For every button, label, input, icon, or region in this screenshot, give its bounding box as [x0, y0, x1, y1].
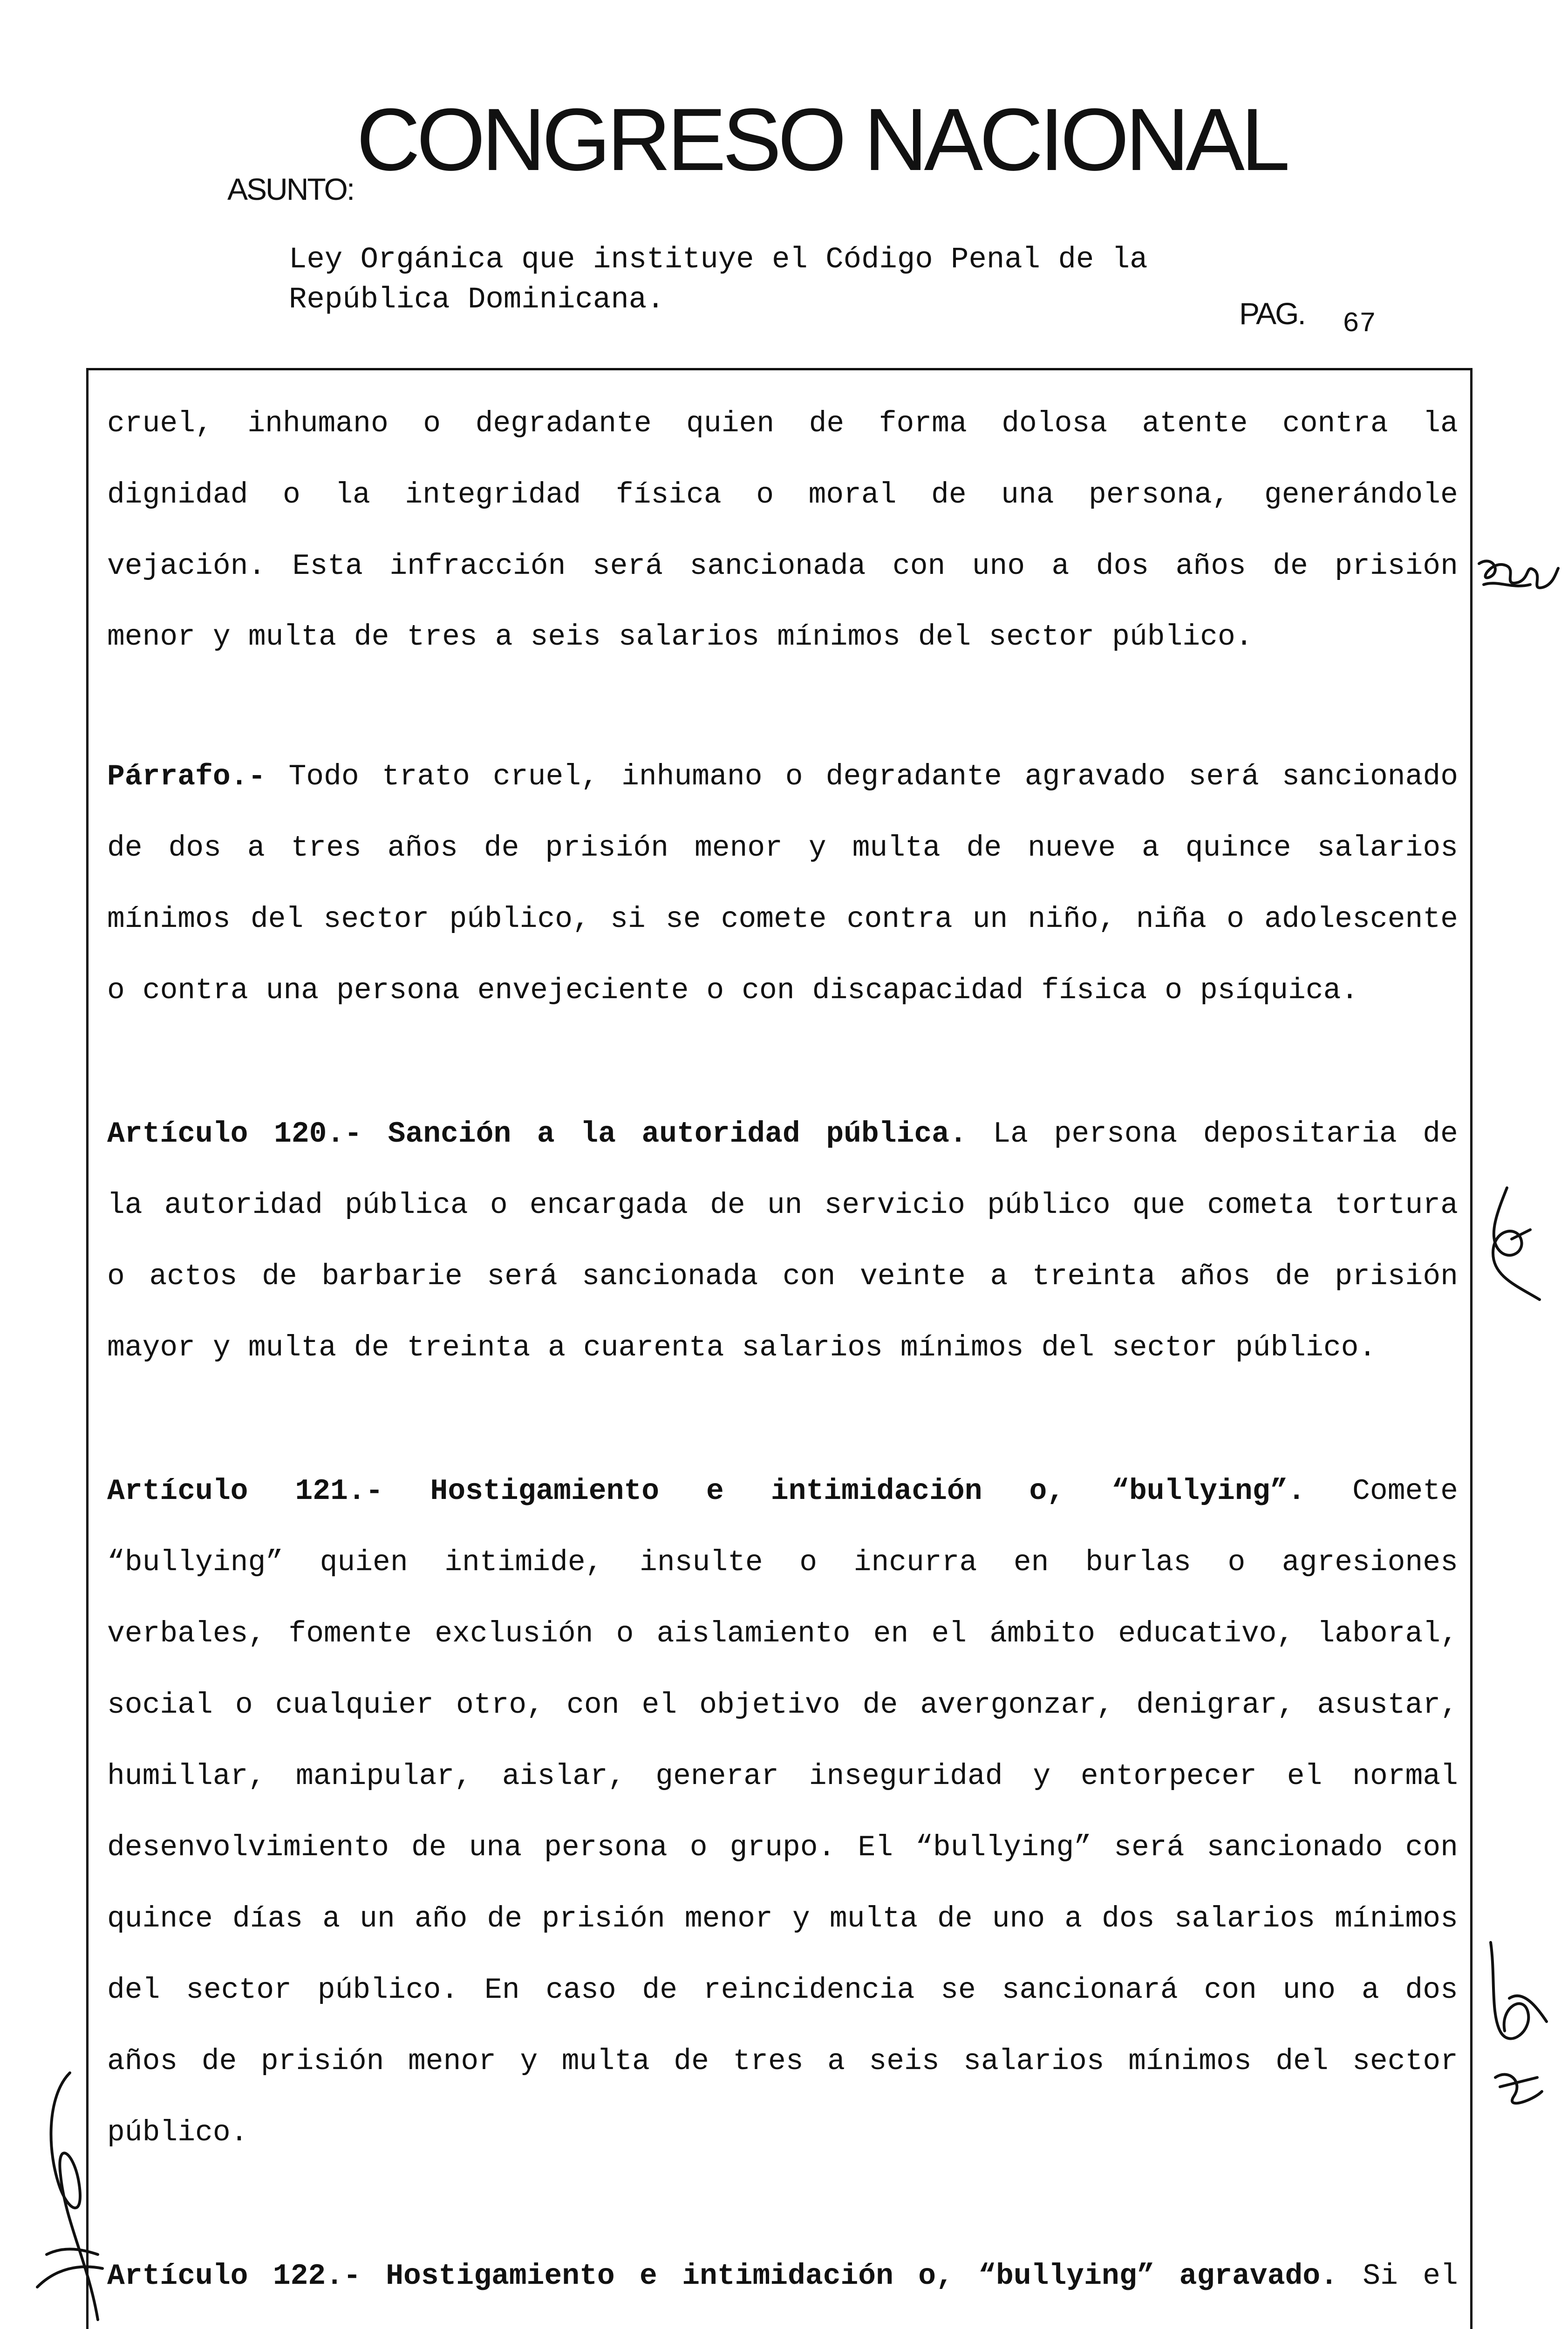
signature-left [28, 2068, 121, 2329]
page-label: PAG. [1239, 296, 1305, 331]
subject-line: Ley Orgánica que instituye el Código Penal de la [289, 243, 1148, 277]
text-line: de dos a tres años de prisión menor y multa de nueve a quince salarios [107, 831, 1458, 865]
header-title: CONGRESO NACIONAL [356, 90, 1287, 189]
text-line: la autoridad pública o encargada de un servicio público que cometa tortura [107, 1189, 1458, 1222]
text-line: o contra una persona envejeciente o con discapacidad física o psíquica. [107, 974, 1359, 1007]
text-line: Artículo 121.- Hostigamiento e intimidación o, “bullying”. Comete [107, 1475, 1458, 1508]
asunto-label: ASUNTO: [227, 172, 354, 206]
subject [289, 240, 1148, 320]
text-line: público. [107, 2116, 248, 2149]
text-line: Artículo 120.- Sanción a la autoridad pública. La persona depositaria de [107, 1117, 1458, 1151]
text-line: quince días a un año de prisión menor y multa de uno a dos salarios mínimos [107, 1902, 1458, 1935]
initials-mark-1 [1474, 545, 1563, 601]
text-line [107, 2327, 1458, 2329]
page-number: 67 [1343, 308, 1377, 340]
text-line: o actos de barbarie será sancionada con veinte a treinta años de prisión [107, 1260, 1458, 1293]
initials-mark-2 [1479, 1183, 1549, 1304]
text-line: humillar, manipular, aislar, generar inseguridad y entorpecer el normal [107, 1760, 1458, 1793]
text-line: Artículo 122.- Hostigamiento e intimidación o, “bullying” agravado. Si el [107, 2260, 1458, 2293]
text-line: “bullying” quien intimide, insulte o incurra en burlas o agresiones [107, 1546, 1458, 1579]
text-line: social o cualquier otro, con el objetivo de avergonzar, denigrar, asustar, [107, 1689, 1458, 1722]
text-line: años de prisión menor y multa de tres a seis salarios mínimos del sector [107, 2045, 1458, 2078]
text-line: menor y multa de tres a seis salarios mínimos del sector público. [107, 620, 1253, 654]
text-line: del sector público. En caso de reincidencia se sancionará con uno a dos [107, 1974, 1458, 2007]
text-line: mayor y multa de treinta a cuarenta salarios mínimos del sector público. [107, 1331, 1377, 1364]
subject-line: República Dominicana. [289, 283, 665, 317]
text-line: cruel, inhumano o degradante quien de forma dolosa atente contra la [107, 407, 1458, 440]
text-line: verbales, fomente exclusión o aislamiento en el ámbito educativo, laboral, [107, 1617, 1458, 1650]
text-line: dignidad o la integridad física o moral de una persona, generándole [107, 478, 1458, 511]
text-line: Párrafo.- Todo trato cruel, inhumano o degradante agravado será sancionado [107, 760, 1458, 793]
initials-mark-3 [1481, 1938, 1551, 2115]
text-line: vejación. Esta infracción será sancionada con uno a dos años de prisión [107, 550, 1458, 583]
text-line: desenvolvimiento de una persona o grupo. El “bullying” será sancionado con [107, 1831, 1458, 1864]
text-line: mínimos del sector público, si se comete contra un niño, niña o adolescente [107, 903, 1458, 936]
